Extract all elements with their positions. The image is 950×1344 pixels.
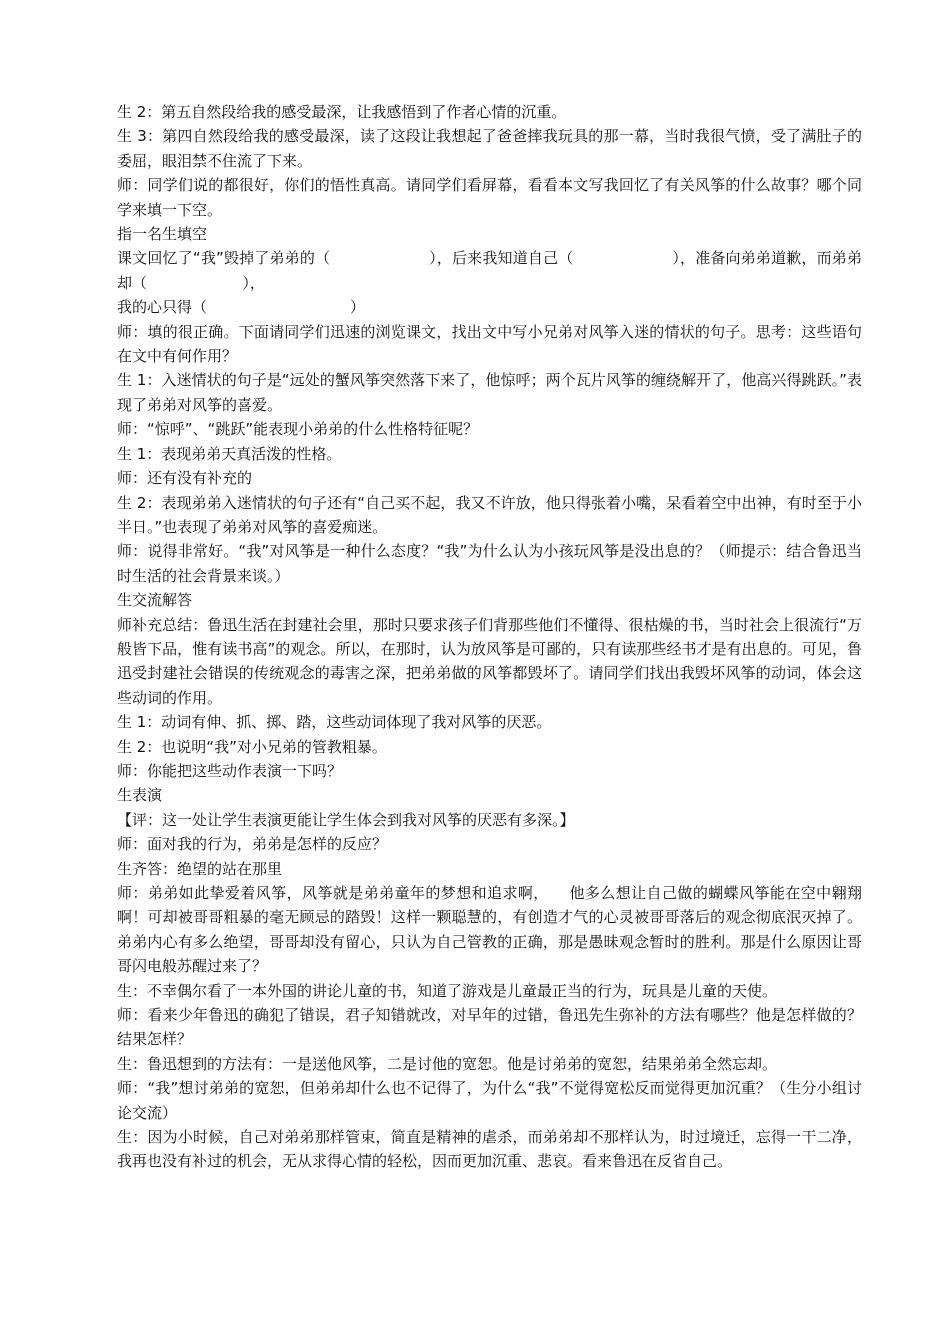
paragraph-7: 师：填的很正确。下面请同学们迅速的浏览课文，找出文中写小兄弟对风筝入迷的情状的句子。思考：这些语句在文中有何作用？ — [117, 322, 862, 366]
paragraph-1: 生 2：第五自然段给我的感受最深，让我感悟到了作者心情的沉重。 — [117, 103, 567, 121]
paragraph-27: 师：“我”想讨弟弟的宽恕，但弟弟却什么也不记得了，为什么“我”不觉得宽松反而觉得更加沉重？（生分小组讨论交流） — [117, 1079, 862, 1122]
paragraph-15: 师补充总结：鲁迅生活在封建社会里，那时只要求孩子们背那些他们不懂得、很枯燥的书，当时社会上很流行“万般皆下品，惟有读书高”的观念。所以，在那时，认为放风筝是可鄙的，只有读那些经书才是有出息的。可见，鲁迅受封建社会错误的传统观念的毒害之深，把弟弟做的风筝都毁坏了。请同学们找出我毁坏风筝的动词，体会这些动词的作用。 — [117, 615, 862, 707]
paragraph-25: 师：看来少年鲁迅的确犯了错误，君子知错就改，对早年的过错，鲁迅先生弥补的方法有哪些？他是怎样做的？结果怎样？ — [117, 1006, 862, 1049]
paragraph-19: 生表演 — [117, 786, 163, 805]
paragraph-10: 生 1：表现弟弟天真活泼的性格。 — [117, 444, 342, 463]
fill-in-blank-ending: 我的心只得（ ） — [117, 298, 366, 317]
paragraph-23: 师：弟弟如此挚爱着风筝，风筝就是弟弟童年的梦想和追求啊， 他多么想让自己做的蝴蝶风筝能在空中翱翔啊！可却被哥哥粗暴的毫无顾忌的踏毁！这样一颗聪慧的，有创造才气的心灵被哥哥落后的观念彻底泯灭掉了。弟弟内心有多么绝望，哥哥却没有留心，只认为自己管教的正确，那是愚昧观念暂时的胜利。那是什么原因让哥哥闪电般苏醒过来了？ — [117, 884, 862, 976]
paragraph-9: 师：“惊呼”、“跳跃”能表现小弟弟的什么性格特征呢？ — [117, 420, 479, 439]
paragraph-22: 生齐答：绝望的站在那里 — [117, 859, 283, 878]
paragraph-24: 生：不幸偶尔看了一本外国的讲论儿童的书，知道了游戏是儿童最正当的行为，玩具是儿童的天使。 — [117, 981, 778, 1000]
paragraph-13: 师：说得非常好。“我”对风筝是一种什么态度？“我”为什么认为小孩玩风筝是没出息的？（师提示：结合鲁迅当时生活的社会背景来谈。） — [117, 542, 862, 585]
paragraph-2: 生 3：第四自然段给我的感受最深，读了这段让我想起了爸爸摔我玩具的那一幕，当时我很气愤，受了满肚子的委屈，眼泪禁不住流了下来。 — [117, 127, 862, 170]
paragraph-3: 师：同学们说的都很好，你们的悟性真高。请同学们看屏幕，看看本文写我回忆了有关风筝的什么故事？哪个同学来填一下空。 — [117, 176, 862, 219]
paragraph-16: 生 1：动词有伸、抓、掷、踏，这些动词体现了我对风筝的厌恶。 — [117, 713, 552, 732]
paragraph-12: 生 2：表现弟弟入迷情状的句子还有“自己买不起，我又不许放，他只得张着小嘴，呆看着空中出神，有时至于小半日。”也表现了弟弟对风筝的喜爱痴迷。 — [117, 493, 862, 536]
paragraph-14: 生交流解答 — [117, 591, 193, 610]
fill-in-blank-sentence: 课文回忆了“我”毁掉了弟弟的（ ），后来我知道自己（ ），准备向弟弟道歉，而弟弟却（ ）， — [117, 249, 862, 292]
paragraph-4: 指一名生填空 — [117, 225, 208, 244]
paragraph-26: 生：鲁迅想到的方法有：一是送他风筝，二是讨他的宽恕。他是讨弟弟的宽恕，结果弟弟全然忘却。 — [117, 1054, 778, 1073]
paragraph-17: 生 2：也说明“我”对小兄弟的管教粗暴。 — [117, 737, 387, 756]
comment-note: 【评：这一处让学生表演更能让学生体会到我对风筝的厌恶有多深。】 — [117, 810, 575, 829]
paragraph-8: 生 1：入迷情状的句子是“远处的蟹风筝突然落下来了，他惊呼；两个瓦片风筝的缠绕解开了，他高兴得跳跃。”表现了弟弟对风筝的喜爱。 — [117, 371, 862, 414]
paragraph-18: 师：你能把这些动作表演一下吗？ — [117, 761, 343, 780]
lesson-transcript — [117, 100, 862, 1174]
paragraph-11: 师：还有没有补充的 — [117, 469, 253, 488]
paragraph-21: 师：面对我的行为，弟弟是怎样的反应？ — [117, 835, 388, 854]
paragraph-28: 生：因为小时候，自己对弟弟那样管束，简直是精神的虐杀，而弟弟却不那样认为，时过境迁，忘得一干二净，我再也没有补过的机会，无从求得心情的轻松，因而更加沉重、悲哀。看来鲁迅在反省自己。 — [117, 1128, 862, 1171]
